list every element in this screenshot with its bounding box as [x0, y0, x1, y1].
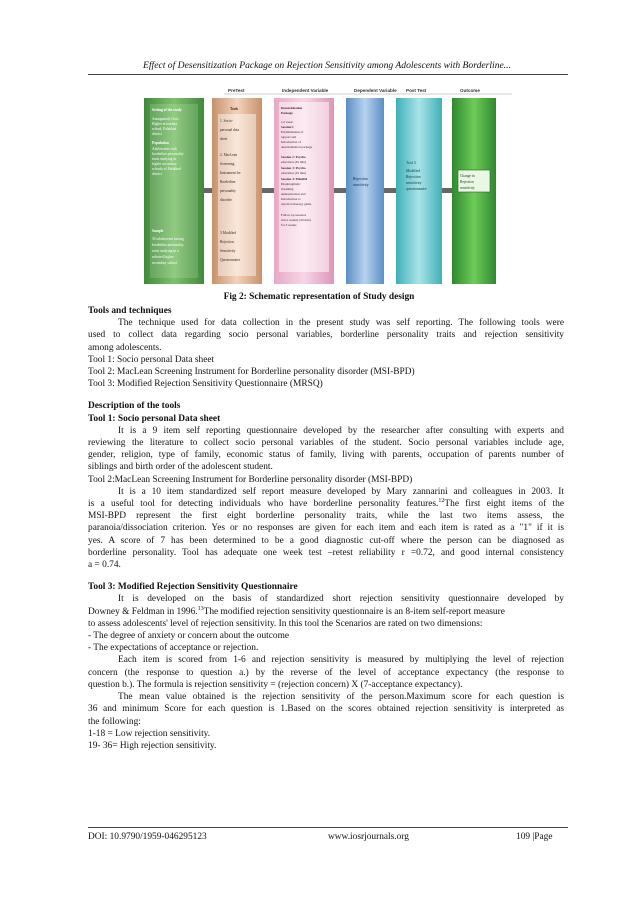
citation-superscript: 12 [438, 498, 445, 505]
column-header-independent: Independent Variable [282, 88, 329, 93]
paragraph-line: a = 0.74. [88, 560, 121, 571]
tool-list-item: Tool 1: Socio personal Data sheet [88, 354, 215, 365]
package-line: Diaphragmatic [281, 182, 301, 186]
setting-line: district [152, 132, 162, 136]
package-line: Introduction to [281, 197, 301, 201]
tools-line: 1. Socio- [220, 119, 233, 123]
paragraph-line: concern (the response to question a.) by the reverse of the level of acceptance expectancy (the response to [88, 667, 564, 678]
package-line: breathing [281, 187, 294, 191]
tools-line: disorder [220, 198, 232, 202]
paragraph-line: It is a 9 item self reporting questionnaire developed by the researcher after consulting with experts and [118, 425, 564, 436]
subsection-heading: Tool 1: Socio personal Data sheet [88, 413, 221, 424]
paragraph-line: to assess adolescents' level of rejection sensitivity. In this tool the Scenarios are rated on two dimensions: [88, 618, 483, 629]
paragraph-line: 36 and minimum Score for each question is 1.Based on the scores obtained rejection sensitivity is interpreted as [88, 704, 564, 715]
column-header-outcome: Outcome [460, 88, 480, 93]
paragraph-line: borderline personality. Tool has adequate one week test –retest reliability r =0.72, and good internal consistency [88, 547, 564, 558]
paragraph-line: - The expectations of acceptance or rejection. [88, 643, 259, 654]
text-run: The first eight items of the [444, 499, 564, 510]
population-line: Adolescents with [152, 147, 177, 151]
outcome-box-text [460, 174, 475, 190]
posttest-line: Rejection [406, 175, 421, 179]
posttest-line: sensitivity [406, 181, 422, 185]
column-header-posttest: Post Test [406, 88, 427, 93]
population-line: traits studying in [152, 157, 177, 161]
paragraph-line: among adolescents. [88, 342, 162, 353]
tools-line: Rejection [220, 240, 234, 244]
paragraph-line [88, 606, 564, 618]
tool-list-item: Tool 2: MacLean Screening Instrument for Borderline personality disorder (MSI-BPD) [88, 367, 415, 378]
subsection-heading: Tool 3: Modified Rejection Sensitivity Questionnaire [88, 582, 298, 593]
sample-line: traits studying in a [152, 249, 179, 253]
package-line: 1st week [281, 120, 293, 124]
package-line: twice weekly (20 min) [281, 218, 311, 222]
tools-line: Borderline [220, 180, 236, 184]
paragraph-line: siblings and birth order of the adolescent student. [88, 462, 273, 473]
package-line: rejection therapy game [281, 202, 312, 206]
arrow-connector [262, 188, 274, 193]
paragraph-line: MSI-BPD represent the first eight borderline personality traits, while the last two items assess, the [88, 511, 564, 522]
subsection-label: Tool 2:MacLean Screening Instrument for Borderline personality disorder (MSI-BPD) [88, 474, 413, 485]
posttest-line: Tool 3 [406, 161, 416, 165]
package-line: for 3 weeks [281, 223, 297, 227]
package-line: Introduction of [281, 140, 301, 144]
section-heading: Tools and techniques [88, 306, 172, 316]
range-item: 19- 36= High rejection sensitivity. [88, 740, 217, 751]
tools-line: personality [220, 189, 236, 193]
tools-line: 3.Modified [220, 231, 237, 235]
section-heading: Description of the tools [88, 401, 181, 412]
text-run: is a useful tool for detecting individuals who have borderline personality features. [88, 499, 439, 510]
setting-line: school, Palakkad [152, 127, 177, 131]
range-item: 1-18 = Low rejection sensitivity. [88, 728, 211, 739]
package-title: Desensitization [281, 106, 303, 110]
study-design-figure [140, 84, 512, 288]
paragraph-line: question b.). The formula is rejection sensitivity = (rejection concern) X (7-acceptance expectancy). [88, 679, 463, 690]
citation-superscript: 13 [197, 605, 204, 612]
paragraph-line: paranoia/dissociation criterion. Yes or no responses are given for each item and each item is rated as a "1" if it is [88, 523, 564, 534]
package-line: Establishment of [281, 130, 304, 134]
paragraph-line: It is a 10 item standardized self report measure developed by Mary zannarini and colleagues in 2003. It [118, 486, 564, 497]
population-line: schools of Palakkad [152, 167, 181, 171]
paragraph-line: yes. A score of 7 has been determined to be a good diagnostic cut-off where the person can be diagnosed as [88, 535, 564, 546]
sample-title: Sample [152, 229, 164, 233]
population-title: Population [152, 141, 169, 145]
dependent-line: Rejection [353, 177, 368, 181]
paragraph-line: gender, religion, type of family, economic status of family, living with parents, occupation of parents number of [88, 450, 564, 461]
footer-doi: DOI: 10.9790/1959-046295123 [88, 832, 207, 842]
text-run: Downey & Feldman in 1996. [88, 606, 198, 617]
arrow-connector [334, 188, 346, 193]
running-header: Effect of Desensitization Package on Rejection Sensitivity among Adolescents with Borderline... [143, 60, 511, 71]
paragraph-line: the following: [88, 716, 141, 727]
tools-title: Tools [230, 107, 239, 111]
arrow-connector [204, 188, 212, 193]
population-line: district [152, 172, 162, 176]
posttest-line: Modified [406, 169, 421, 173]
paragraph-line: It is developed on the basis of standardized short rejection sensitivity questionnaire developed by [118, 594, 564, 605]
population-line: borderline personality [152, 152, 184, 156]
article-body [88, 305, 564, 752]
package-line: rapport and [281, 135, 297, 139]
population-line: higher secondary [152, 162, 177, 166]
posttest-box [396, 98, 442, 284]
sample-line: selected higher [152, 255, 174, 259]
package-line: Session 3: Psycho [281, 166, 306, 170]
paragraph-line [88, 498, 564, 510]
tool-list-item: Tool 3: Modified Rejection Sensitivity Questionnaire (MRSQ) [88, 379, 323, 390]
tools-line: Instrument for [220, 171, 241, 175]
footer-url[interactable]: www.iosrjournals.org [328, 832, 409, 842]
paragraph-line: The mean value obtained is the rejection sensitivity of the person.Maximum score for each question is [118, 692, 564, 703]
arrow-connector [384, 188, 396, 193]
package-line: education (45 min) [281, 171, 307, 175]
package-title: Package [281, 111, 293, 115]
tools-line: Sensitivity [220, 249, 236, 253]
setting-line: Higher secondary [152, 122, 178, 126]
setting-line: Anangamaly Govt. [152, 117, 180, 121]
package-line: Follow up sessions [281, 213, 307, 217]
package-line: education (45 min) [281, 160, 307, 164]
paragraph-line: Each item is scored from 1-6 and rejection sensitivity is measured by multiplying the level of rejection [118, 655, 564, 666]
column-header-pretest: PreTest [228, 88, 245, 93]
dependent-box [346, 98, 384, 284]
tools-line: Screening [220, 162, 235, 166]
paragraph-line: The technique used for data collection in the present study was self reporting. The following tools were [118, 318, 564, 329]
setting-title: Setting of the study [152, 108, 182, 112]
tools-line: personal data [220, 128, 240, 132]
footer-page-number: 109 |Page [516, 832, 553, 842]
package-line: Session 4: Mindful [281, 177, 308, 181]
figure-caption: Fig 2: Schematic representation of Study design [223, 292, 415, 302]
outcome-line: Change in [460, 174, 475, 178]
sample-line: 30 adolescents having [152, 237, 184, 241]
dependent-line: sensitivity [353, 183, 369, 187]
package-line: Session 2: Psycho [281, 155, 306, 159]
footer-rule [88, 827, 568, 828]
outcome-line: sensitivity [460, 186, 475, 190]
text-run: The modified rejection sensitivity questionnaire is an 8-item self-report measure [203, 606, 505, 617]
arrow-connector [442, 188, 452, 193]
column-header-dependent: Dependent Variable [354, 88, 397, 93]
tools-line: 2. MacLean [220, 153, 238, 157]
sample-line: secondary school [152, 261, 177, 265]
paragraph-line: - The degree of anxiety or concern about the outcome [88, 631, 290, 642]
package-line: Session1: [281, 125, 295, 129]
paragraph-line: used to collect data regarding socio personal variables, borderline personality traits and rejection sensitivity [88, 330, 564, 341]
paragraph-line: reviewing the literature to collect socio personal variables of the student. Socio personal variables include age, [88, 438, 564, 449]
package-line: demonstration and [281, 192, 306, 196]
tools-line: Questionnaire [220, 258, 241, 262]
package-line: desensitization package [281, 145, 313, 149]
header-rule [88, 74, 568, 75]
sample-line: borderline personality [152, 243, 184, 247]
outcome-line: Rejection [460, 180, 474, 184]
posttest-line: questionnaire [406, 187, 427, 191]
tools-line: sheet [220, 137, 228, 141]
